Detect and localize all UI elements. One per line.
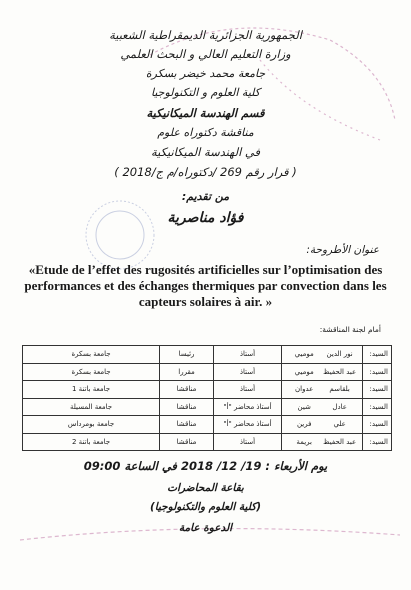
jury-last-name: فرين bbox=[296, 420, 312, 429]
jury-institution: جامعة بومرداس bbox=[23, 416, 160, 434]
university-heading: جامعة محمد خيضر بسكرة bbox=[145, 67, 266, 80]
jury-grade: أستاذ محاضر "أ" bbox=[214, 416, 282, 434]
jury-title: السيد: bbox=[362, 363, 391, 381]
jury-role: مقررا bbox=[160, 363, 214, 381]
jury-role: مناقشا bbox=[160, 416, 214, 434]
table-row bbox=[23, 346, 392, 364]
ministry-heading: وزارة التعليم العالي و البحث العلمي bbox=[120, 47, 291, 61]
venue: بقاعة المحاضرات bbox=[167, 482, 244, 494]
decision-number: ( قرار رقم 269 /دكتوراه/م ج/2018 ) bbox=[114, 165, 297, 179]
jury-role: مناقشا bbox=[160, 398, 214, 416]
presented-by-label: من تقديم: bbox=[181, 190, 230, 203]
defense-type: مناقشة دكتوراه علوم bbox=[157, 126, 254, 139]
table-row bbox=[23, 433, 392, 451]
table-row bbox=[23, 363, 392, 381]
jury-first-name: علي bbox=[333, 420, 346, 429]
jury-label: أمام لجنة المناقشة: bbox=[319, 325, 381, 334]
jury-title: السيد: bbox=[362, 416, 391, 434]
jury-first-name: نور الدين bbox=[326, 350, 353, 359]
jury-name bbox=[281, 416, 362, 434]
jury-name bbox=[281, 381, 362, 399]
jury-name bbox=[281, 346, 362, 364]
jury-role: مناقشا bbox=[160, 381, 214, 399]
jury-grade: أستاذ bbox=[214, 346, 282, 364]
jury-last-name: موميي bbox=[294, 350, 314, 359]
faculty-heading: كلية العلوم و التكنولوجيا bbox=[150, 86, 261, 99]
jury-grade: أستاذ bbox=[214, 381, 282, 399]
jury-grade: أستاذ bbox=[214, 433, 282, 451]
republic-heading: الجمهورية الجزائرية الديمقراطية الشعبية bbox=[109, 28, 302, 42]
jury-title: السيد: bbox=[362, 381, 391, 399]
jury-first-name: عبد الحفيظ bbox=[323, 437, 357, 446]
jury-institution: جامعة بسكرة bbox=[23, 346, 160, 364]
jury-table bbox=[22, 345, 392, 451]
jury-first-name: عادل bbox=[332, 402, 347, 411]
jury-last-name: شين bbox=[297, 402, 311, 411]
jury-grade: أستاذ محاضر "أ" bbox=[214, 398, 282, 416]
jury-title: السيد: bbox=[362, 398, 391, 416]
jury-last-name: بريمة bbox=[296, 437, 312, 446]
candidate-name: فؤاد مناصرية bbox=[167, 210, 244, 226]
table-row bbox=[23, 398, 392, 416]
jury-institution: جامعة باتنة 1 bbox=[23, 381, 160, 399]
jury-last-name: موميي bbox=[294, 367, 314, 376]
defense-date: يوم الأربعاء : 19/ 12/ 2018 في الساعة 09:00 bbox=[83, 459, 328, 473]
jury-name bbox=[281, 363, 362, 381]
jury-institution: جامعة بسكرة bbox=[23, 363, 160, 381]
jury-grade: أستاذ bbox=[214, 363, 282, 381]
department-heading: قسم الهندسة الميكانيكية bbox=[146, 106, 265, 120]
invitation-note: الدعوة عامة bbox=[178, 522, 233, 534]
jury-first-name: بلقاسم bbox=[329, 385, 350, 394]
jury-institution: جامعة باتنة 2 bbox=[23, 433, 160, 451]
jury-title: السيد: bbox=[362, 346, 391, 364]
thesis-title-label: عنوان الأطروحة: bbox=[306, 244, 379, 256]
jury-name bbox=[281, 398, 362, 416]
jury-name bbox=[281, 433, 362, 451]
table-row bbox=[23, 381, 392, 399]
jury-title: السيد: bbox=[362, 433, 391, 451]
jury-first-name: عبد الحفيظ bbox=[323, 367, 357, 376]
field-heading: في الهندسة الميكانيكية bbox=[150, 145, 261, 159]
jury-role: مناقشا bbox=[160, 433, 214, 451]
jury-role: رئيسا bbox=[160, 346, 214, 364]
thesis-title: «Etude de l’effet des rugosités artificielles sur l’optimisation des performances et des échanges thermiques par convection dans les capteurs solaires à air. » bbox=[24, 262, 387, 309]
table-row bbox=[23, 416, 392, 434]
jury-last-name: عدوان bbox=[295, 385, 314, 394]
jury-institution: جامعة المسيلة bbox=[23, 398, 160, 416]
venue-detail: (كلية العلوم والتكنولوجيا) bbox=[150, 501, 261, 513]
